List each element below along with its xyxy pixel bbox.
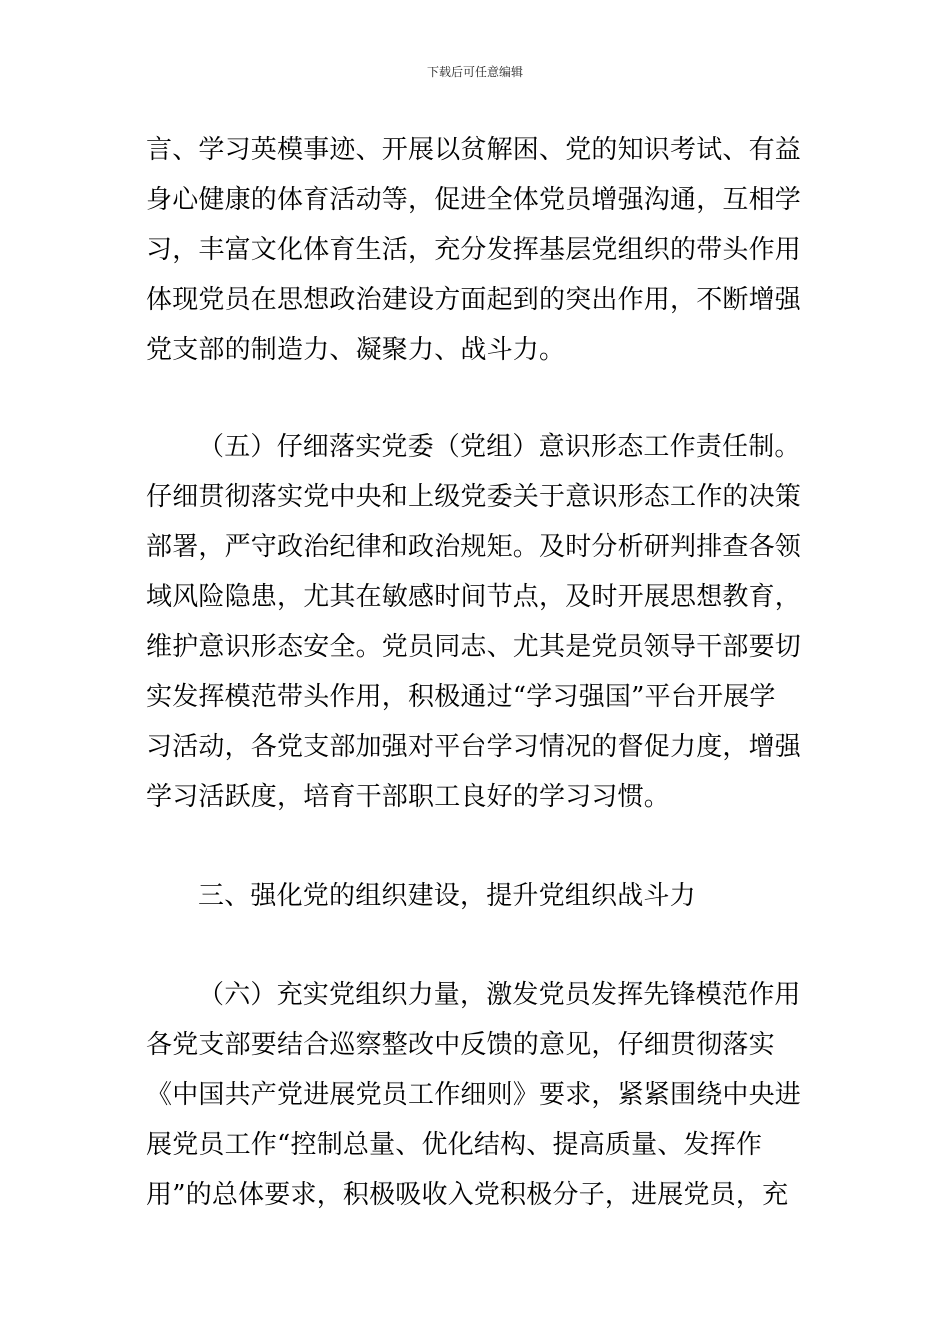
body-line: 域风险隐患，尤其在敏感时间节点，及时开展思想教育，: [146, 582, 802, 612]
body-line: 党支部的制造力、凝聚力、战斗力。: [146, 335, 566, 365]
body-line: 习活动，各党支部加强对平台学习情况的督促力度，增强: [146, 732, 802, 762]
body-line: 用”的总体要求，积极吸收入党积极分子，进展党员，充: [146, 1180, 789, 1210]
body-line: 展党员工作“控制总量、优化结构、提高质量、发挥作: [146, 1130, 763, 1160]
body-line: 仔细贯彻落实党中央和上级党委关于意识形态工作的决策: [146, 482, 802, 512]
section-heading-three: 三、强化党的组织建设，提升党组织战斗力: [198, 881, 696, 911]
body-line: 言、学习英模事迹、开展以贫解困、党的知识考试、有益: [146, 135, 802, 165]
section-heading-six: （六）充实党组织力量，激发党员发挥先锋模范作用: [198, 980, 801, 1010]
body-line: 实发挥模范带头作用，积极通过“学习强国”平台开展学: [146, 682, 776, 712]
section-heading-five: （五）仔细落实党委（党组）意识形态工作责任制。: [198, 432, 801, 462]
body-line: 身心健康的体育活动等，促进全体党员增强沟通，互相学: [146, 185, 802, 215]
body-line: 习，丰富文化体育生活，充分发挥基层党组织的带头作用: [146, 235, 802, 265]
page-header-note: 下载后可任意编辑: [426, 65, 523, 79]
body-line: 维护意识形态安全。党员同志、尤其是党员领导干部要切: [146, 632, 802, 662]
body-line: 各党支部要结合巡察整改中反馈的意见，仔细贯彻落实: [146, 1030, 775, 1060]
body-line: 学习活跃度，培育干部职工良好的学习习惯。: [146, 782, 671, 812]
body-line: 《中国共产党进展党员工作细则》要求，紧紧围绕中央进: [146, 1080, 802, 1110]
body-line: 部署，严守政治纪律和政治规矩。及时分析研判排查各领: [146, 532, 802, 562]
body-line: 体现党员在思想政治建设方面起到的突出作用，不断增强: [146, 285, 802, 315]
